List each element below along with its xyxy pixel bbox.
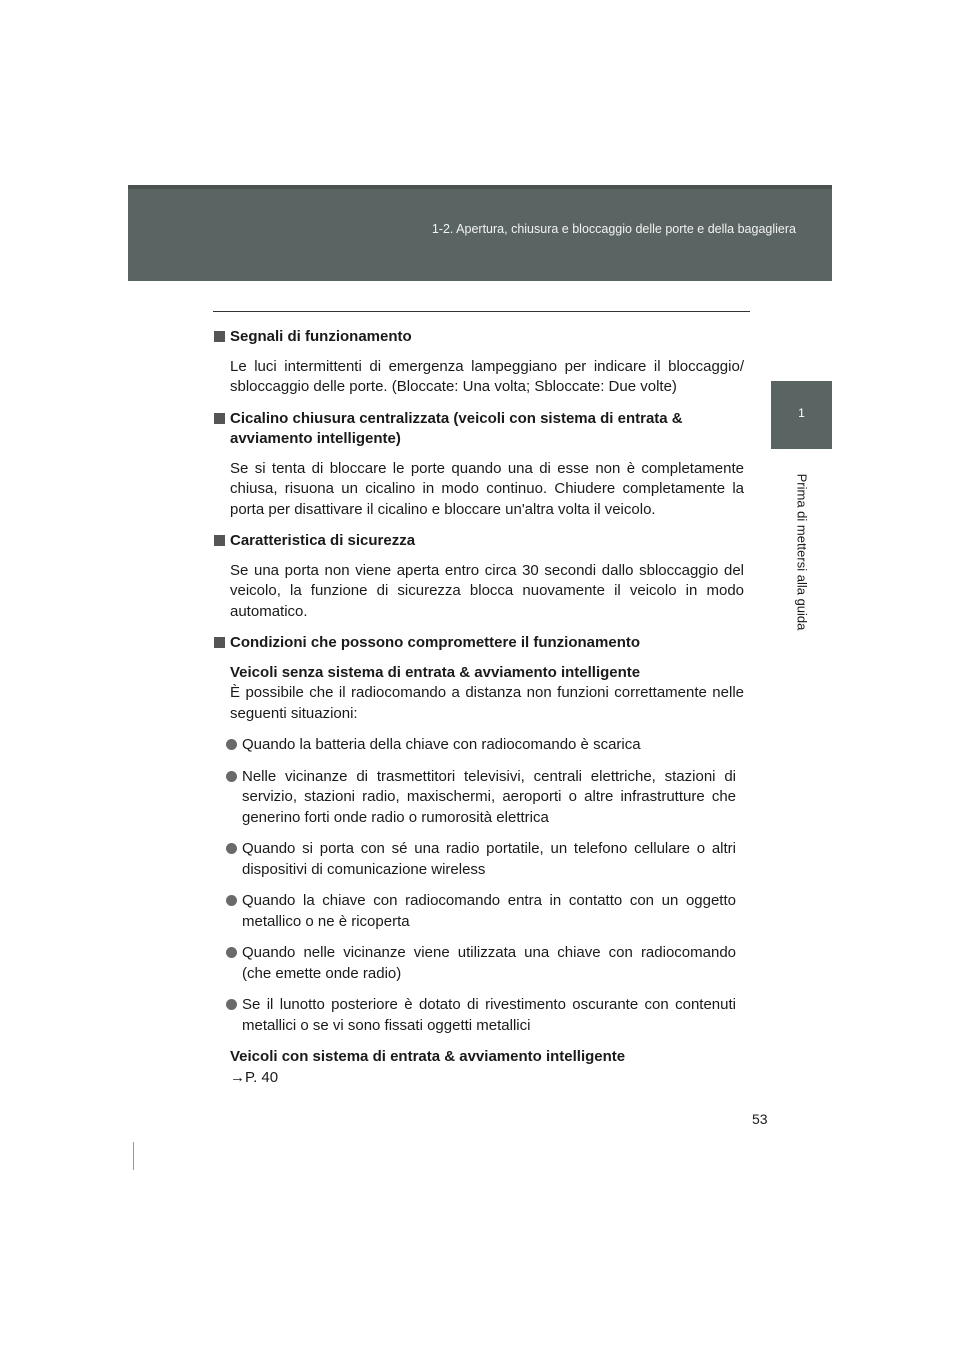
round-bullet-icon — [226, 947, 237, 958]
list-item: Quando nelle vicinanze viene utilizzata una chiave con radiocomando (che emette onde radio) — [230, 943, 736, 984]
content-top-rule — [213, 311, 750, 312]
header-top-line — [128, 185, 832, 189]
square-bullet-icon — [214, 637, 225, 648]
round-bullet-icon — [226, 739, 237, 750]
list-item: Quando si porta con sé una radio portatile, un telefono cellulare o altri dispositivi di comunicazione wireless — [230, 839, 736, 880]
list-item: Se il lunotto posteriore è dotato di rivestimento oscurante con contenuti metallici o se vi sono fissati oggetti metallici — [230, 995, 736, 1036]
page-reference-link[interactable]: →P. 40 — [230, 1068, 279, 1086]
square-bullet-icon — [214, 535, 225, 546]
round-bullet-icon — [226, 843, 237, 854]
subheading: Veicoli con sistema di entrata & avviamento intelligente — [230, 1048, 626, 1065]
round-bullet-icon — [226, 895, 237, 906]
section-heading: Condizioni che possono compromettere il funzionamento — [214, 633, 744, 654]
page-number: 53 — [752, 1111, 768, 1127]
subheading: Veicoli senza sistema di entrata & avviamento intelligente — [230, 663, 641, 681]
section-text: Se una porta non viene aperta entro circa 30 secondi dallo sbloccaggio del veicolo, la funzione di sicurezza blocca nuovamente il veicolo in modo automatico. — [230, 561, 744, 620]
round-bullet-icon — [226, 999, 237, 1010]
section-heading: Cicalino chiusura centralizzata (veicoli con sistema di entrata & avviamento intelligente) — [214, 409, 744, 450]
square-bullet-icon — [214, 331, 225, 342]
chapter-tab[interactable] — [771, 381, 832, 449]
margin-tick — [133, 1142, 134, 1170]
page-content — [214, 327, 744, 1088]
section-heading: Caratteristica di sicurezza — [214, 531, 744, 552]
list-item: Nelle vicinanze di trasmettitori televisivi, centrali elettriche, stazioni di servizio, stazioni radio, maxischermi, aeroporti o altre infrastrutture che generino forti onde radio o rumorosità elettrica — [230, 767, 736, 829]
section-text: Se si tenta di bloccare le porte quando una di esse non è completamente chiusa, risuona un cicalino in modo continuo. Chiudere completamente la porta per disattivare il cicalino e bloccare un'altra volta il veicolo. — [230, 459, 744, 518]
header-band — [128, 185, 832, 281]
list-item: Quando la chiave con radiocomando entra in contatto con un oggetto metallico o ne è ricoperta — [230, 891, 736, 932]
square-bullet-icon — [214, 413, 225, 424]
intro-text: È possibile che il radiocomando a distanza non funzioni correttamente nelle seguenti situazioni: — [230, 684, 744, 722]
section-heading: Segnali di funzionamento — [214, 327, 744, 348]
chapter-number: 1 — [798, 406, 805, 420]
section-title: 1-2. Apertura, chiusura e bloccaggio delle porte e della bagagliera — [431, 222, 796, 236]
round-bullet-icon — [226, 771, 237, 782]
chapter-title: Prima di mettersi alla guida — [794, 473, 810, 631]
list-item: Quando la batteria della chiave con radiocomando è scarica — [230, 735, 736, 756]
section-text: Le luci intermittenti di emergenza lampeggiano per indicare il bloccaggio/ sbloccaggio delle porte. (Bloccate: Una volta; Sbloccate: Due volte) — [230, 357, 744, 395]
